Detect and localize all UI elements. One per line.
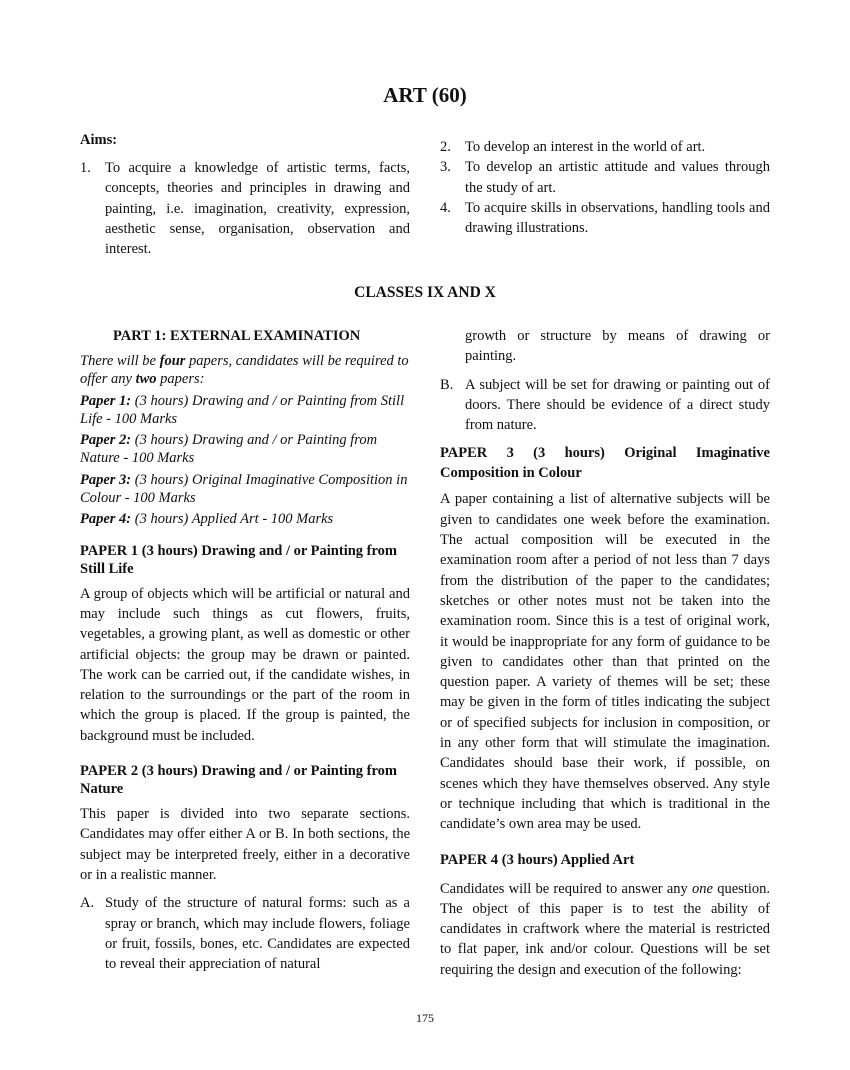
paper-summary-4 (80, 510, 410, 528)
paper2-section-a (80, 893, 410, 974)
section-letter: A. (80, 895, 95, 912)
paper-description: (3 hours) Applied Art - 100 Marks (131, 511, 334, 528)
intro-emphasis: two (135, 371, 157, 388)
paper2-section-a-continued: growth or structure by means of drawing or painting. (465, 328, 770, 365)
aim-item (440, 198, 770, 239)
aims-list-right (440, 137, 770, 238)
aims-heading: Aims: (80, 132, 118, 148)
left-column (80, 326, 422, 974)
paper3-heading (440, 443, 770, 483)
paper-summary-2 (80, 431, 410, 468)
intro-text: papers, candidates will be required to offer any (80, 353, 409, 388)
paper2-section-list-cont (440, 375, 770, 436)
paper3-body: A paper containing a list of alternative subjects will be given to candidates one week before the examination. The actual composition will be executed in the examination room after a period of not less than 7 days from the distribution of the paper to the candidates; sketches or other notes must not be taken into the examination room. Since this is a test of original work, it would be inappropriate for any form of guidance to be given to candidates other than that printed on the question paper. A variety of themes will be set; these may be given in the form of titles indicating the subject or of specified subjects for inclusion in composition, or in any other form that will stimulate the imagination. Candidates should base their work, if possible, on scenes which they have themselves observed. Any style or technique including that which is traditional in the candidate’s own area may be used. (440, 491, 770, 833)
page-number: 175 (416, 1011, 434, 1025)
aim-item (440, 137, 770, 157)
right-column (440, 326, 770, 980)
paper4-heading: PAPER 4 (3 hours) Applied Art (440, 851, 635, 868)
aim-number: 4. (440, 199, 451, 216)
paper-summary-1 (80, 392, 410, 429)
paper2-body: This paper is divided into two separate sections. Candidates may offer either A or B. In both sections, the subject may be interpreted freely, either in a decorative or in a realistic manner. (80, 806, 410, 883)
paper-label: Paper 3: (80, 471, 132, 488)
intro-text: papers: (156, 371, 205, 388)
aim-number: 3. (440, 159, 451, 176)
paper-label: Paper 2: (80, 432, 132, 449)
paper2-heading: PAPER 2 (3 hours) Drawing and / or Painting from Nature (80, 763, 397, 798)
aims-right-column (440, 137, 770, 238)
aim-text: To develop an interest in the world of art. (465, 139, 706, 155)
paper-label: Paper 1: (80, 392, 132, 409)
aim-item (440, 157, 770, 198)
paper1-heading: PAPER 1 (3 hours) Drawing and / or Painting from Still Life (80, 542, 397, 577)
aim-text: To acquire a knowledge of artistic terms, facts, concepts, theories and principles in drawing and painting, i.e. imagination, creativity, expression, aesthetic sense, organisation, observation and interest. (105, 160, 410, 258)
paper3-heading-line2: Composition in Colour (440, 465, 582, 482)
paper-description: (3 hours) Drawing and / or Painting from Still Life - 100 Marks (80, 392, 405, 427)
paper4-text: Candidates will be required to answer any (440, 880, 693, 897)
paper3-heading-line1: PAPER 3 (3 hours) Original Imaginative (440, 445, 770, 462)
paper4-text: question. The object of this paper is to test the ability of candidates in craftwork where the material is restricted to flat paper, ink and/or colour. Questions will be set requiring the design and execution of the following: (440, 880, 770, 978)
paper4-emphasis: one (692, 880, 713, 897)
aims-left-column (80, 130, 410, 259)
intro-text: There will be (80, 353, 160, 369)
page-title: ART (60) (383, 83, 467, 107)
classes-heading: CLASSES IX AND X (354, 284, 496, 301)
section-text: A subject will be set for drawing or painting out of doors. There should be evidence of a direct study from nature. (465, 376, 770, 434)
paper2-section-list (80, 893, 410, 974)
paper-description: (3 hours) Original Imaginative Composition in Colour - 100 Marks (80, 471, 408, 507)
paper4-body (440, 879, 770, 980)
paper2-section-b (440, 375, 770, 436)
section-text: Study of the structure of natural forms: such as a spray or branch, which may include flowers, foliage or fruit, fossils, bones, etc. Candidates are expected to reveal their appreciation of natural (105, 895, 410, 973)
part1-intro (80, 352, 410, 389)
paper-label: Paper 4: (80, 511, 132, 528)
aim-item (80, 158, 410, 259)
aims-list-left (80, 158, 410, 259)
aim-text: To develop an artistic attitude and values through the study of art. (465, 159, 770, 196)
paper1-body: A group of objects which will be artificial or natural and may include such things as cut flowers, fruits, vegetables, a growing plant, as well as domestic or other artificial objects: the group may be drawn or painted. The work can be carried out, if the candidate wishes, in relation to the surroundings or the part of the room in which the group is placed. If the group is painted, the background must be included. (80, 585, 410, 744)
section-letter: B. (440, 376, 454, 393)
aim-number: 1. (80, 160, 91, 176)
intro-emphasis: four (159, 353, 186, 369)
paper-description: (3 hours) Drawing and / or Painting from Nature - 100 Marks (80, 432, 378, 467)
paper-summary-3 (80, 471, 422, 508)
part1-heading: PART 1: EXTERNAL EXAMINATION (113, 328, 361, 344)
aim-text: To acquire skills in observations, handling tools and drawing illustrations. (465, 199, 770, 237)
aim-number: 2. (440, 139, 451, 155)
